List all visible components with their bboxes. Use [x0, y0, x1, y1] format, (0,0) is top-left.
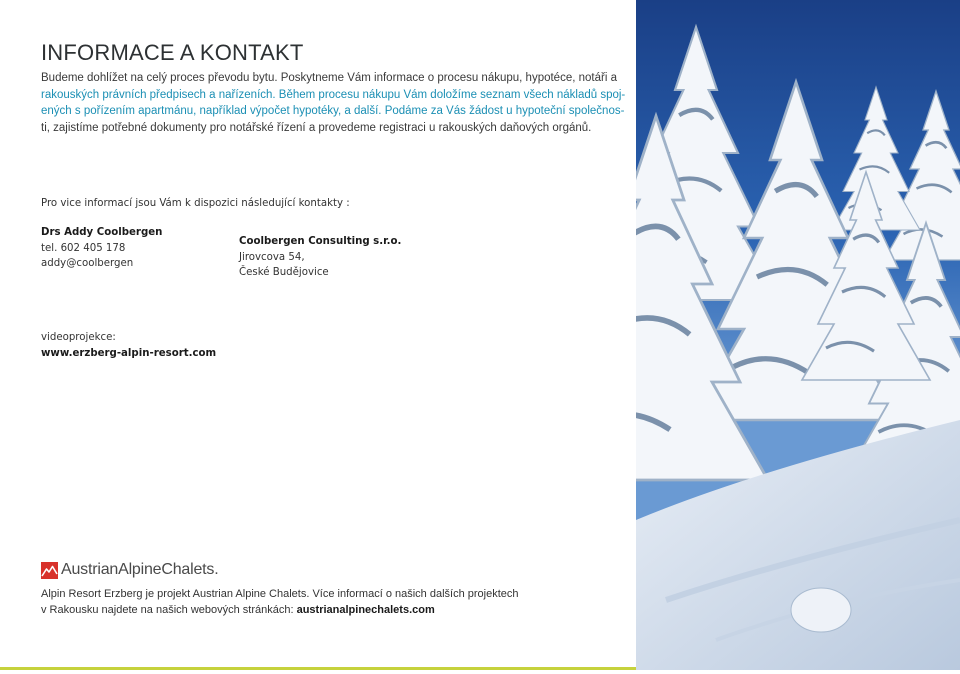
contact-company-street: Jirovcova 54, — [239, 251, 305, 263]
brand-logo — [41, 561, 218, 579]
video-section — [41, 330, 216, 361]
page-title: INFORMACE A KONTAKT — [41, 40, 304, 65]
contact-person-email: addy@coolbergen — [41, 258, 134, 269]
footer-line-2-prefix: v Rakousku najdete na našich webových stránkách: — [41, 603, 297, 616]
contact-person-name: Drs Addy Coolbergen — [41, 227, 163, 238]
intro-line-2: rakouských právních předpisech a nařízeních. Během procesu nákupu Vám doložíme seznam všech nákladů spoj- — [41, 88, 626, 101]
footer-text — [41, 587, 601, 618]
intro-line-1: Budeme dohlížet na celý proces převodu bytu. Poskytneme Vám informace o procesu nákupu, hypotéce, notáři a — [41, 72, 617, 84]
brand-logo-text: AustrianAlpineChalets. — [61, 561, 219, 578]
intro-line-3: ených s pořízením apartmánu, například výpočet hypotéky, a další. Podáme za Vás žádost u hypoteční společnos- — [41, 105, 625, 117]
footer-website-link[interactable]: austrianalpinechalets.com — [296, 603, 435, 616]
intro-line-4: ti, zajistíme potřebné dokumenty pro notářské řízení a provedeme registraci u rakouských daňových orgánů. — [41, 121, 592, 134]
video-label: videoprojekce: — [41, 332, 116, 343]
contact-company-city: České Budějovice — [239, 267, 329, 278]
footer-line-1: Alpin Resort Erzberg je projekt Austrian Alpine Chalets. Více informací o našich dalších projektech — [41, 588, 519, 600]
video-link[interactable]: www.erzberg-alpin-resort.com — [41, 347, 217, 359]
contact-company-name: Coolbergen Consulting s.r.o. — [239, 236, 402, 247]
intro-paragraph — [41, 70, 626, 136]
snowy-forest-photo-icon — [636, 0, 960, 670]
mountain-logo-icon — [41, 562, 58, 579]
contact-company — [239, 234, 401, 281]
contacts-intro: Pro vice informací jsou Vám k dispozici následující kontakty : — [41, 198, 350, 209]
snowy-forest-photo — [636, 0, 960, 670]
contact-person — [41, 225, 162, 272]
contact-person-phone: tel. 602 405 178 — [41, 242, 126, 254]
